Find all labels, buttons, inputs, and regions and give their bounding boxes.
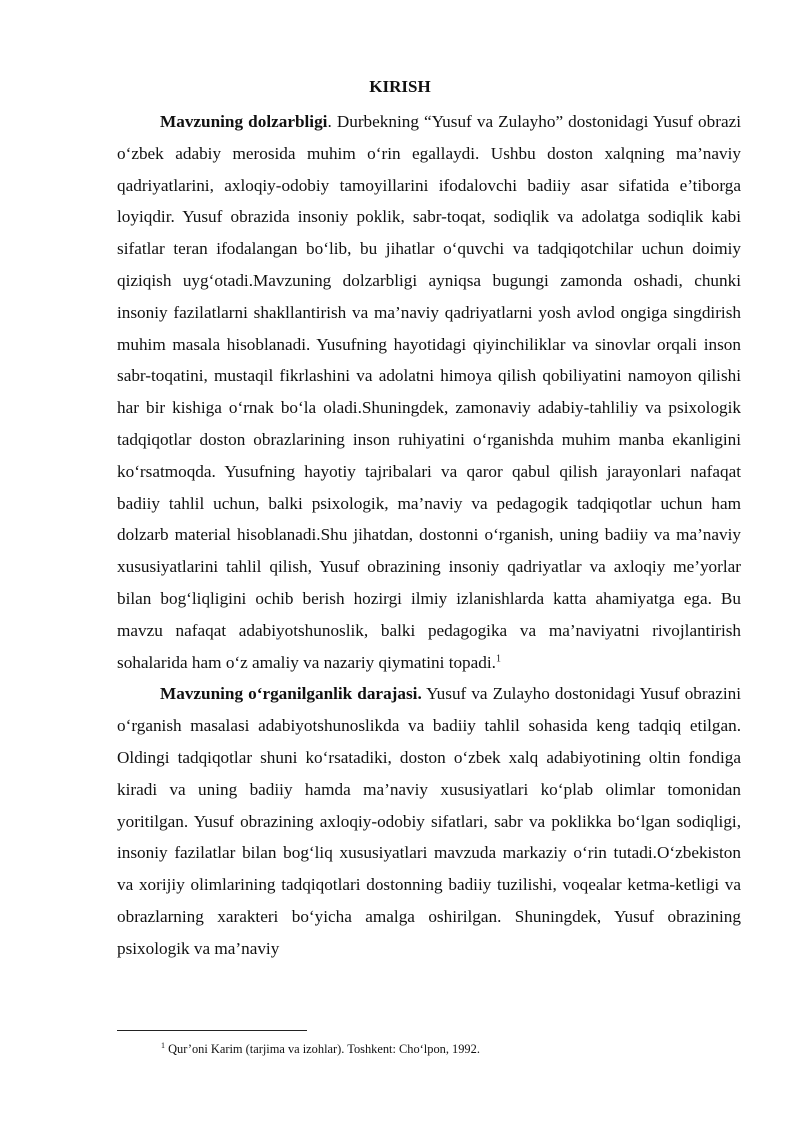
paragraph-lead: Mavzuning o‘rganilganlik darajasi. xyxy=(160,684,422,704)
footnote-reference[interactable]: 1 xyxy=(495,652,501,664)
section-title: KIRISH xyxy=(369,77,431,96)
paragraph-text: Yusuf va Zulayho dostonidagi Yusuf obrazini o‘rganish masalasi adabiyotshunoslikda va badiiy tahlil sohasida keng tadqiq etilgan. Oldingi tadqiqotlar shuni ko‘rsatadiki, doston o‘zbek xalq adabiyotining oltin fondiga kiradi va uning badiiy hamda ma’naviy xususiyatlari ko‘plab olimlar tomonidan yoritilgan. Yusuf obrazining axloqiy-odobiy sifatlari, sabr va poklikka bo‘lgan sodiqligi, insoniy fazilatlar bilan bog‘liq xususiyatlari mavzuda markaziy o‘rin tutadi.O‘zbekiston va xorijiy olimlarining tadqiqotlari dostonning badiiy tuzilishi, voqealar ketma-ketligi va obrazlarning xarakteri bo‘yicha amalga oshirilgan. Shuningdek, Yusuf obrazining psixologik va ma’naviy xyxy=(117,684,742,958)
document-body xyxy=(117,106,741,965)
paragraph-study-level xyxy=(117,678,741,964)
footnote xyxy=(161,1040,741,1058)
paragraph-text: . Durbekning “Yusuf va Zulayho” dostonidagi Yusuf obrazi o‘zbek adabiy merosida muhim o‘rin egallaydi. Ushbu doston xalqning ma’naviy qadriyatlarini, axloqiy-odobiy tamoyillarini ifodalovchi badiiy asar sifatida e’tiborga loyiqdir. Yusuf obrazida insoniy poklik, sabr-toqat, sodiqlik va adolatga sodiqlik kabi sifatlar teran ifodalangan bo‘lib, bu jihatlar o‘quvchi va tadqiqotchilar uchun doimiy qiziqish uyg‘otadi.Mavzuning dolzarbligi ayniqsa bugungi zamonda oshadi, chunki insoniy fazilatlarni shakllantirish va ma’naviy qadriyatlarni yosh avlod ongiga singdirish muhim masala hisoblanadi. Yusufning hayotidagi qiyinchiliklar va sinovlar orqali inson sabr-toqatini, mustaqil fikrlashini va adolatni himoya qilish qobiliyatini namoyon qilishi har bir kishiga o‘rnak bo‘la oladi.Shuningdek, zamonaviy adabiy-tahliliy va psixologik tadqiqotlar doston obrazlarining inson ruhiyatini o‘rganishda muhim manba ekanligini ko‘rsatmoqda. Yusufning hayotiy tajribalari va qaror qabul qilish jarayonlari nafaqat badiiy tahlil uchun, balki psixologik, ma’naviy va pedagogik tadqiqotlar uchun ham dolzarb material hisoblanadi.Shu jihatdan, dostonni o‘rganish, uning badiiy va ma’naviy xususiyatlarini tahlil qilish, Yusuf obrazining insoniy qadriyatlar va axloqiy me’yorlar bilan bog‘liqligini ochib berish hozirgi ilmiy izlanishlarda katta ahamiyatga ega. Bu mavzu nafaqat adabiyotshunoslik, balki pedagogika va ma’naviyatni rivojlantirish sohalarida ham o‘z amaliy va nazariy qiymatini topadi. xyxy=(117,112,741,672)
footnote-text: Qur’oni Karim (tarjima va izohlar). Toshkent: Cho‘lpon, 1992. xyxy=(165,1042,480,1056)
paragraph-relevance xyxy=(117,106,741,678)
paragraph-lead: Mavzuning dolzarbligi xyxy=(160,112,328,131)
footnote-number: 1 xyxy=(161,1040,165,1050)
footnote-separator xyxy=(117,1030,307,1031)
